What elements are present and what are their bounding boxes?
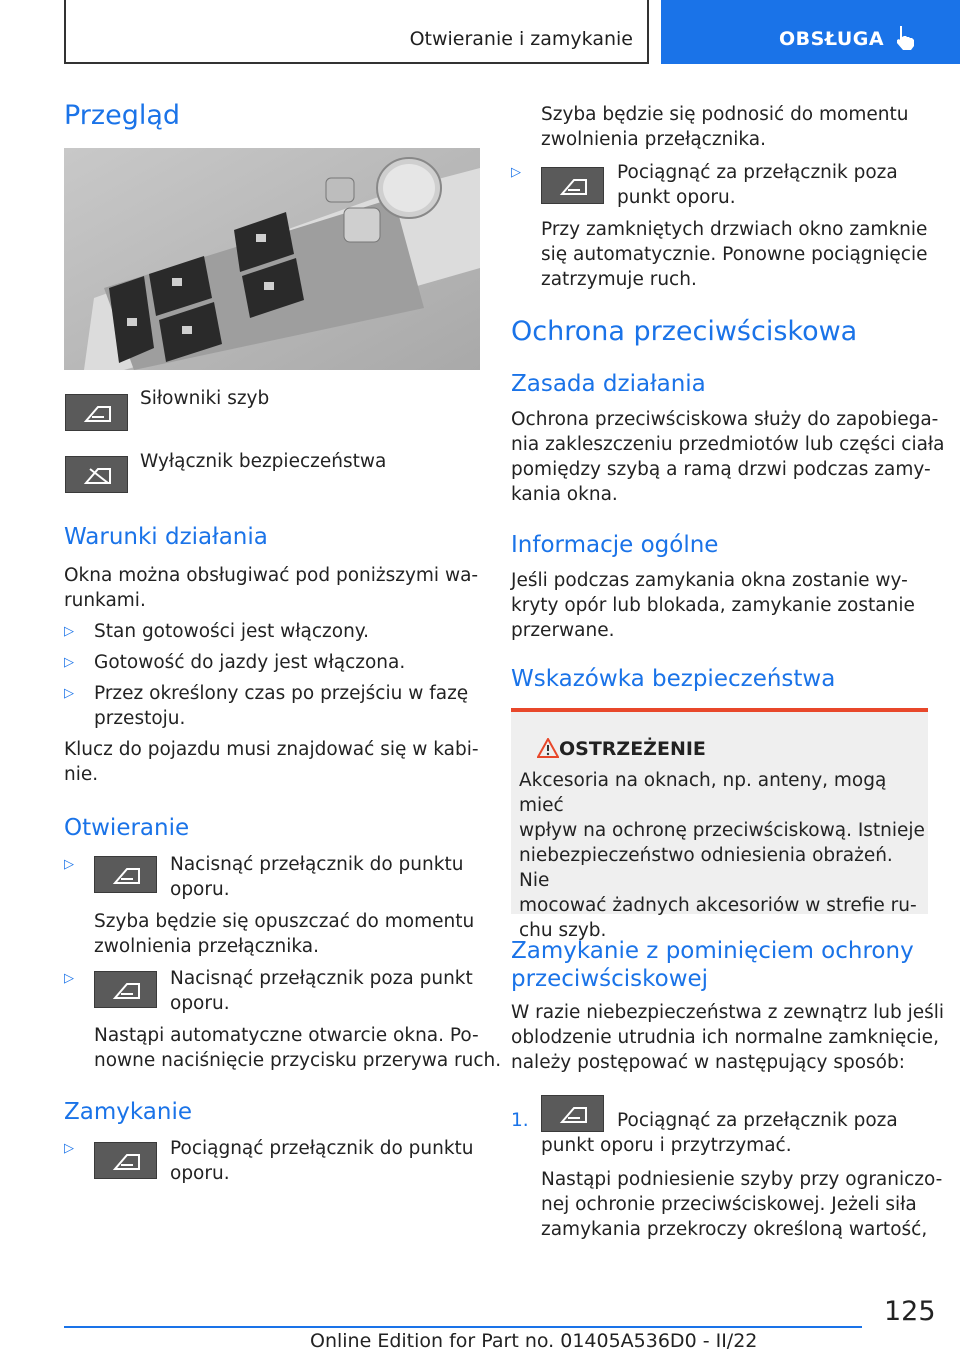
- bullet-arrow-icon: ▷: [64, 655, 74, 670]
- safety-switch-icon: [65, 456, 128, 493]
- footer-divider: [64, 1326, 862, 1328]
- window-switch-icon: [94, 1142, 157, 1179]
- bullet-arrow-icon: ▷: [64, 1141, 74, 1156]
- zasada-text: Ochrona przeciwściskowa służy do zapobiega- nia zakleszczeniu przedmiotów lub części ciała pomiędzy szybą a ramą drzwi podczas zamy- kania okna.: [511, 409, 945, 505]
- legend-item-1: Siłowniki szyb: [140, 388, 270, 409]
- footer-edition: Online Edition for Part no. 01405A536D0 - II/22: [310, 1330, 758, 1352]
- section-title-przeglad: Przegląd: [64, 100, 181, 131]
- bullet-arrow-icon: ▷: [64, 686, 74, 701]
- hand-pointer-icon: [894, 24, 920, 52]
- section-title-ochrona: Ochrona przeciwściskowa: [511, 316, 858, 347]
- open1-desc: Szyba będzie się opuszczać do momentu zwolnienia przełącznika.: [94, 911, 475, 957]
- header-section-title: Otwieranie i zamykanie: [409, 28, 633, 50]
- open2-desc: Nastąpi automatyczne otwarcie okna. Po- nowne naciśnięcie przycisku przerywa ruch.: [94, 1025, 502, 1071]
- page-number: 125: [884, 1296, 936, 1327]
- section-title-zamykanie: Zamykanie: [64, 1099, 192, 1125]
- step1-text-line2: punkt oporu i przytrzymać.: [541, 1135, 792, 1156]
- bullet-item-3: Przez określony czas po przejściu w fazę przestoju.: [94, 683, 469, 729]
- info-text: Jeśli podczas zamykania okna zostanie wy- kryty opór lub blokada, zamykanie zostanie przerwane.: [511, 570, 915, 641]
- header-chapter-title: OBSŁUGA: [779, 28, 885, 50]
- subsection-title-pominiecie: Zamykanie z pominięciem ochrony przeciwściskowej: [511, 938, 914, 992]
- window-switch-icon: [94, 971, 157, 1008]
- section-title-warunki: Warunki działania: [64, 524, 268, 550]
- open2-text: Nacisnąć przełącznik poza punkt oporu.: [170, 968, 473, 1014]
- step1-text-line1: Pociągnąć za przełącznik poza: [617, 1110, 898, 1131]
- subsection-title-informacje: Informacje ogólne: [511, 532, 719, 558]
- step-number: 1.: [511, 1110, 529, 1131]
- subsection-title-zasada: Zasada działania: [511, 371, 706, 397]
- pominiecie-text: W razie niebezpieczeństwa z zewnątrz lub jeśli oblodzenie utrudnia ich normalne zamknięcie, należy postępować w następujący sposób:: [511, 1002, 945, 1073]
- warning-box: [511, 708, 928, 941]
- section-title-otwieranie: Otwieranie: [64, 815, 190, 841]
- open1-text: Nacisnąć przełącznik do punktu oporu.: [170, 854, 464, 900]
- close2-desc: Przy zamkniętych drzwiach okno zamknie się automatycznie. Ponowne pociągnięcie zatrzymuje ruch.: [541, 219, 928, 290]
- bullet-item-2: Gotowość do jazdy jest włączona.: [94, 652, 406, 673]
- header-section-box: [64, 0, 649, 64]
- window-switch-panel-photo: [64, 148, 480, 370]
- bullet-arrow-icon: ▷: [64, 971, 74, 986]
- header-chapter-box: [661, 0, 960, 64]
- step1-desc: Nastąpi podniesienie szyby przy ograniczo- nej ochronie przeciwściskowej. Jeżeli siła zamykania przekroczy określoną wartość,: [541, 1169, 943, 1240]
- warunki-text: Okna można obsługiwać pod poniższymi wa- runkami.: [64, 565, 479, 611]
- window-switch-icon: [65, 394, 128, 431]
- warning-triangle-icon: [537, 738, 559, 758]
- klucz-text: Klucz do pojazdu musi znajdować się w kabi- nie.: [64, 739, 479, 785]
- window-switch-icon: [94, 856, 157, 893]
- legend-item-2: Wyłącznik bezpieczeństwa: [140, 451, 387, 472]
- bullet-item-1: Stan gotowości jest włączony.: [94, 621, 369, 642]
- warning-text: Akcesoria na oknach, np. anteny, mogą mieć wpływ na ochronę przeciwściskową. Istnieje niebezpieczeństwo odniesienia obrażeń. Nie mocować żadnych akcesoriów w strefie ru- chu szyb.: [519, 770, 925, 941]
- warning-label: OSTRZEŻENIE: [559, 738, 706, 760]
- close1-text: Pociągnąć przełącznik do punktu oporu.: [170, 1138, 474, 1184]
- subsection-title-wskazowka: Wskazówka bezpieczeństwa: [511, 666, 836, 692]
- close2-text: Pociągnąć za przełącznik poza punkt oporu.: [617, 162, 898, 208]
- window-switch-icon: [541, 167, 604, 204]
- bullet-arrow-icon: ▷: [511, 165, 521, 180]
- bullet-arrow-icon: ▷: [64, 857, 74, 872]
- window-switch-icon: [541, 1095, 604, 1132]
- close1-desc: Szyba będzie się podnosić do momentu zwolnienia przełącznika.: [541, 104, 909, 150]
- bullet-arrow-icon: ▷: [64, 624, 74, 639]
